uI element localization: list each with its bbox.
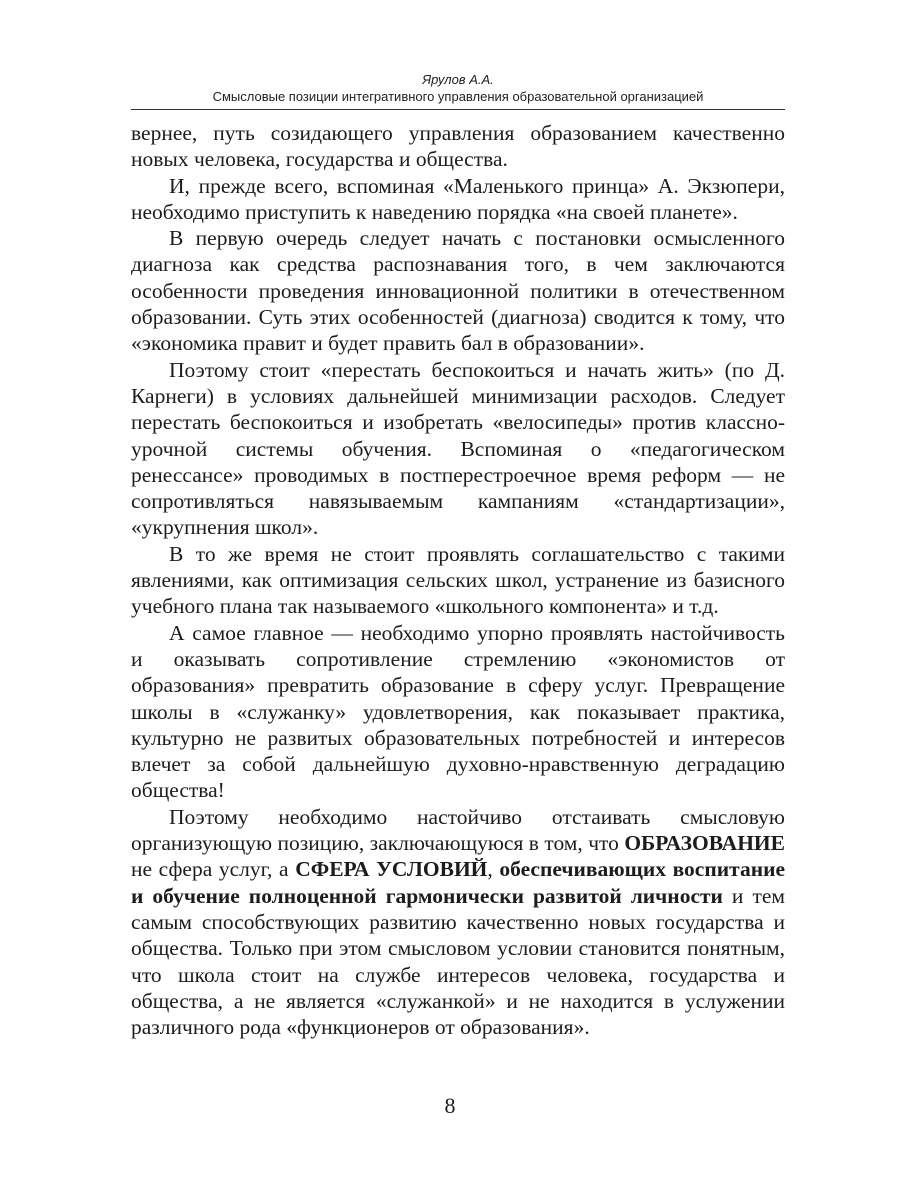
running-header — [131, 71, 785, 105]
final-text-part: , — [487, 857, 500, 882]
header-rule — [131, 109, 785, 110]
final-text-part: не сфера услуг, а — [131, 857, 296, 882]
page-number: 8 — [444, 1093, 456, 1118]
paragraph: вернее, путь созидающего управления образованием качественно новых человека, государства и общества. — [131, 121, 785, 172]
emphasis-sphere-of-conditions: СФЕРА УСЛОВИЙ — [295, 857, 488, 882]
header-title: Смысловые позиции интегративного управления образовательной организацией — [212, 89, 704, 104]
paragraph: Поэтому стоит «перестать беспокоиться и начать жить» (по Д. Карнеги) в условиях дальнейшей минимизации расходов. Следует перестать беспокоиться и изобретать «велосипеды» против классно-урочной системы обучения. Вспоминая о «педагогическом ренессансе» проводимых в постперестроечное время реформ — не сопротивляться навязываемым кампаниям «стандартизации», «укрупнения школ». — [131, 357, 785, 540]
final-paragraph — [131, 804, 785, 1041]
header-author: Ярулов А.А. — [422, 72, 494, 87]
body-text — [131, 120, 785, 1040]
paragraph: И, прежде всего, вспоминая «Маленького принца» А. Экзюпери, необходимо приступить к наведению порядка «на своей планете». — [131, 173, 785, 224]
paragraph: В то же время не стоит проявлять соглашательство с такими явлениями, как оптимизация сельских школ, устранение из базисного учебного плана так называемого «школьного компонента» и т.д. — [131, 541, 785, 619]
emphasis-education: ОБРАЗОВАНИЕ — [624, 831, 785, 856]
final-text-part: и тем самым способствующих развитию качественно новых государства и общества. Только при этом смысловом условии становится понятным, что школа стоит на службе интересов человека, государства и общества, а не является «служанкой» и не находится в услужении различного рода «функционеров от образования». — [131, 883, 785, 1040]
paragraph: А самое главное — необходимо упорно проявлять настойчивость и оказывать сопротивление стремлению «экономистов от образования» превратить образование в сферу услуг. Превращение школы в «служанку» удовлетворения, как показывает практика, культурно не развитых образовательных потребностей и интересов влечет за собой дальнейшую духовно-нравственную деградацию общества! — [131, 620, 785, 803]
final-text-part: Поэтому необходимо настойчиво отстаивать смысловую организующую позицию, заключающуюся в том, что — [131, 804, 785, 856]
paragraph: В первую очередь следует начать с постановки осмысленного диагноза как средства распознавания того, в чем заключаются особенности проведения инновационной политики в отечественном образовании. Суть этих особенностей (диагноза) сводится к тому, что «экономика правит и будет править бал в образовании». — [131, 226, 785, 356]
emphasis-personality: обеспечивающих воспитание и обучение полноценной гармонически развитой личности — [131, 857, 786, 908]
